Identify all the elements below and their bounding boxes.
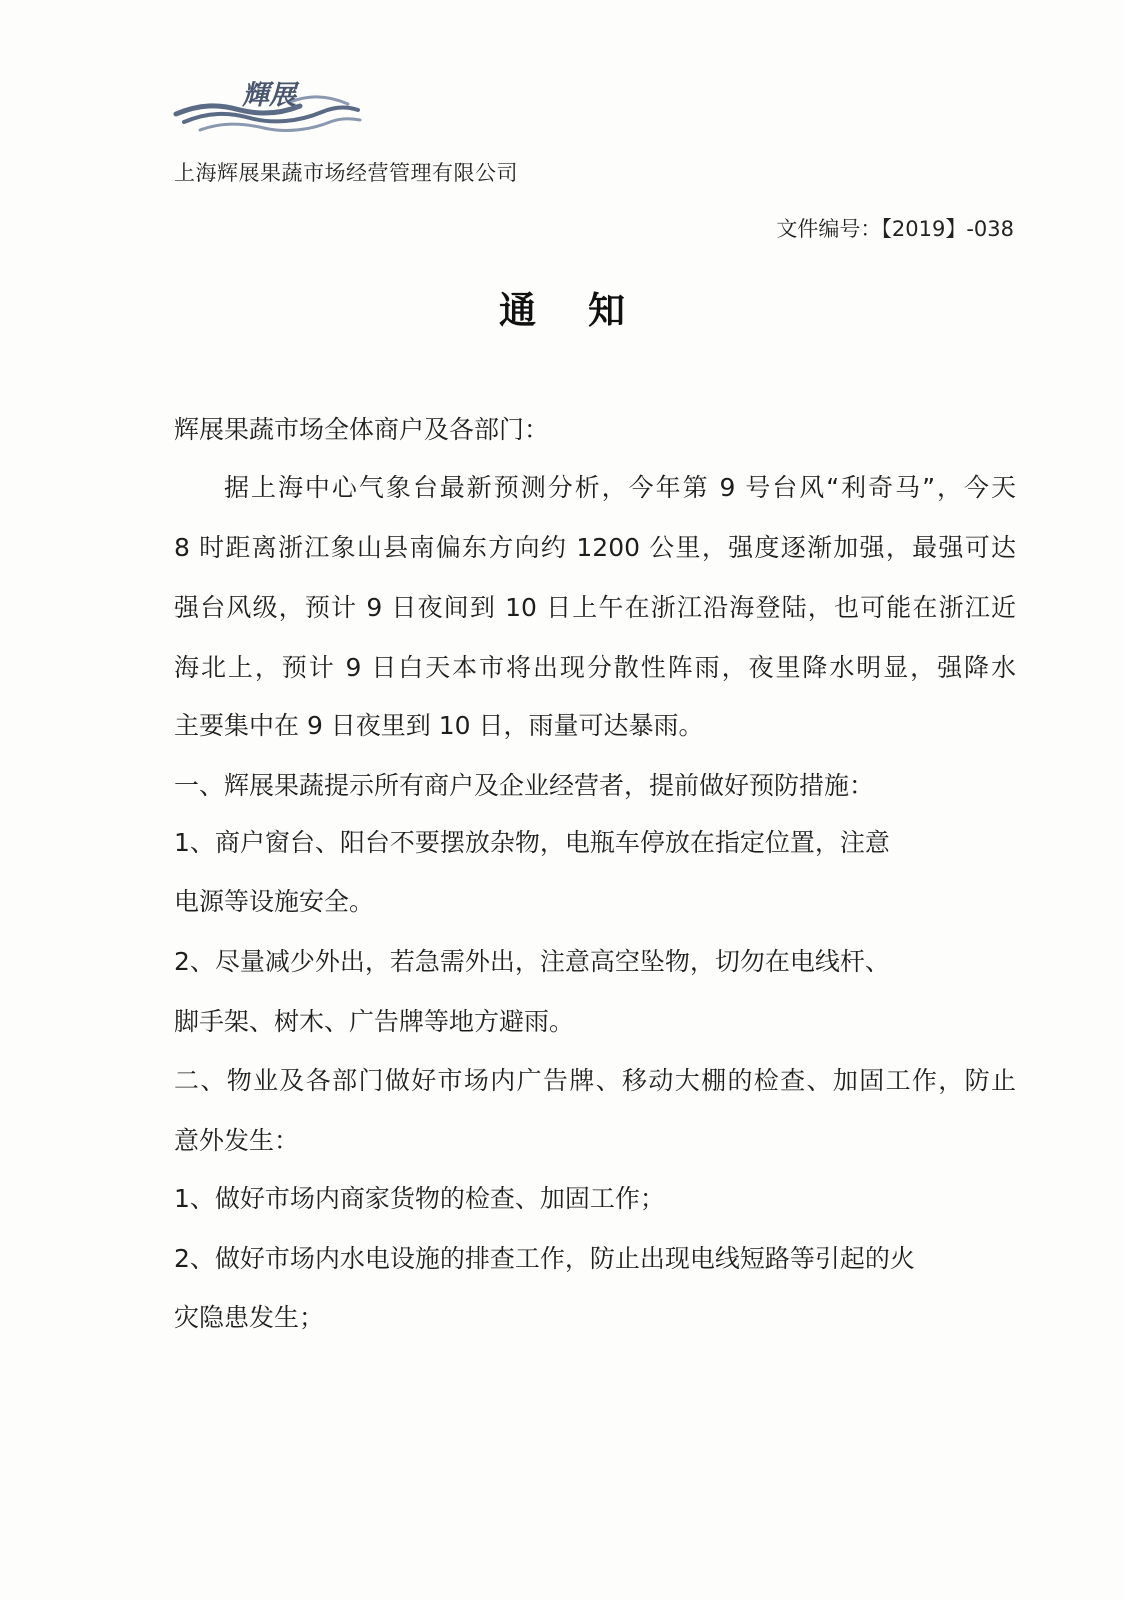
wave-logo-icon	[170, 78, 370, 142]
list-item-continuation: 灾隐患发生；	[174, 1303, 325, 1332]
company-logo	[170, 78, 370, 142]
list-item: 2、做好市场内水电设施的排查工作，防止出现电线短路等引起的火	[174, 1244, 915, 1273]
section-heading-continuation: 意外发生：	[174, 1126, 300, 1155]
paragraph-line: 海北上，预计 9 日白天本市将出现分散性阵雨，夜里降水明显，强降水	[174, 653, 1016, 682]
list-item-continuation: 电源等设施安全。	[174, 887, 375, 916]
paragraph-line: 主要集中在 9 日夜里到 10 日，雨量可达暴雨。	[174, 711, 704, 740]
document-title: 通知	[499, 289, 677, 332]
salutation: 辉展果蔬市场全体商户及各部门：	[174, 415, 550, 444]
logo-wordmark: 輝展	[242, 80, 296, 111]
document-number: 文件编号：【2019】-038	[776, 217, 1014, 241]
list-item: 1、商户窗台、阳台不要摆放杂物，电瓶车停放在指定位置，注意	[174, 828, 890, 857]
list-item-continuation: 脚手架、树木、广告牌等地方避雨。	[174, 1007, 575, 1036]
section-heading: 二、物业及各部门做好市场内广告牌、移动大棚的检查、加固工作，防止	[174, 1066, 1016, 1095]
paragraph-line: 8 时距离浙江象山县南偏东方向约 1200 公里，强度逐渐加强，最强可达	[174, 533, 1016, 562]
section-heading: 一、辉展果蔬提示所有商户及企业经营者，提前做好预防措施：	[174, 771, 875, 800]
company-name: 上海辉展果蔬市场经营管理有限公司	[174, 161, 518, 185]
paragraph-line: 据上海中心气象台最新预测分析，今年第 9 号台风“利奇马”，今天	[224, 473, 1016, 502]
list-item: 1、做好市场内商家货物的检查、加固工作；	[174, 1184, 665, 1213]
paragraph-line: 强台风级，预计 9 日夜间到 10 日上午在浙江沿海登陆，也可能在浙江近	[174, 593, 1016, 622]
list-item: 2、尽量减少外出，若急需外出，注意高空坠物，切勿在电线杆、	[174, 947, 890, 976]
